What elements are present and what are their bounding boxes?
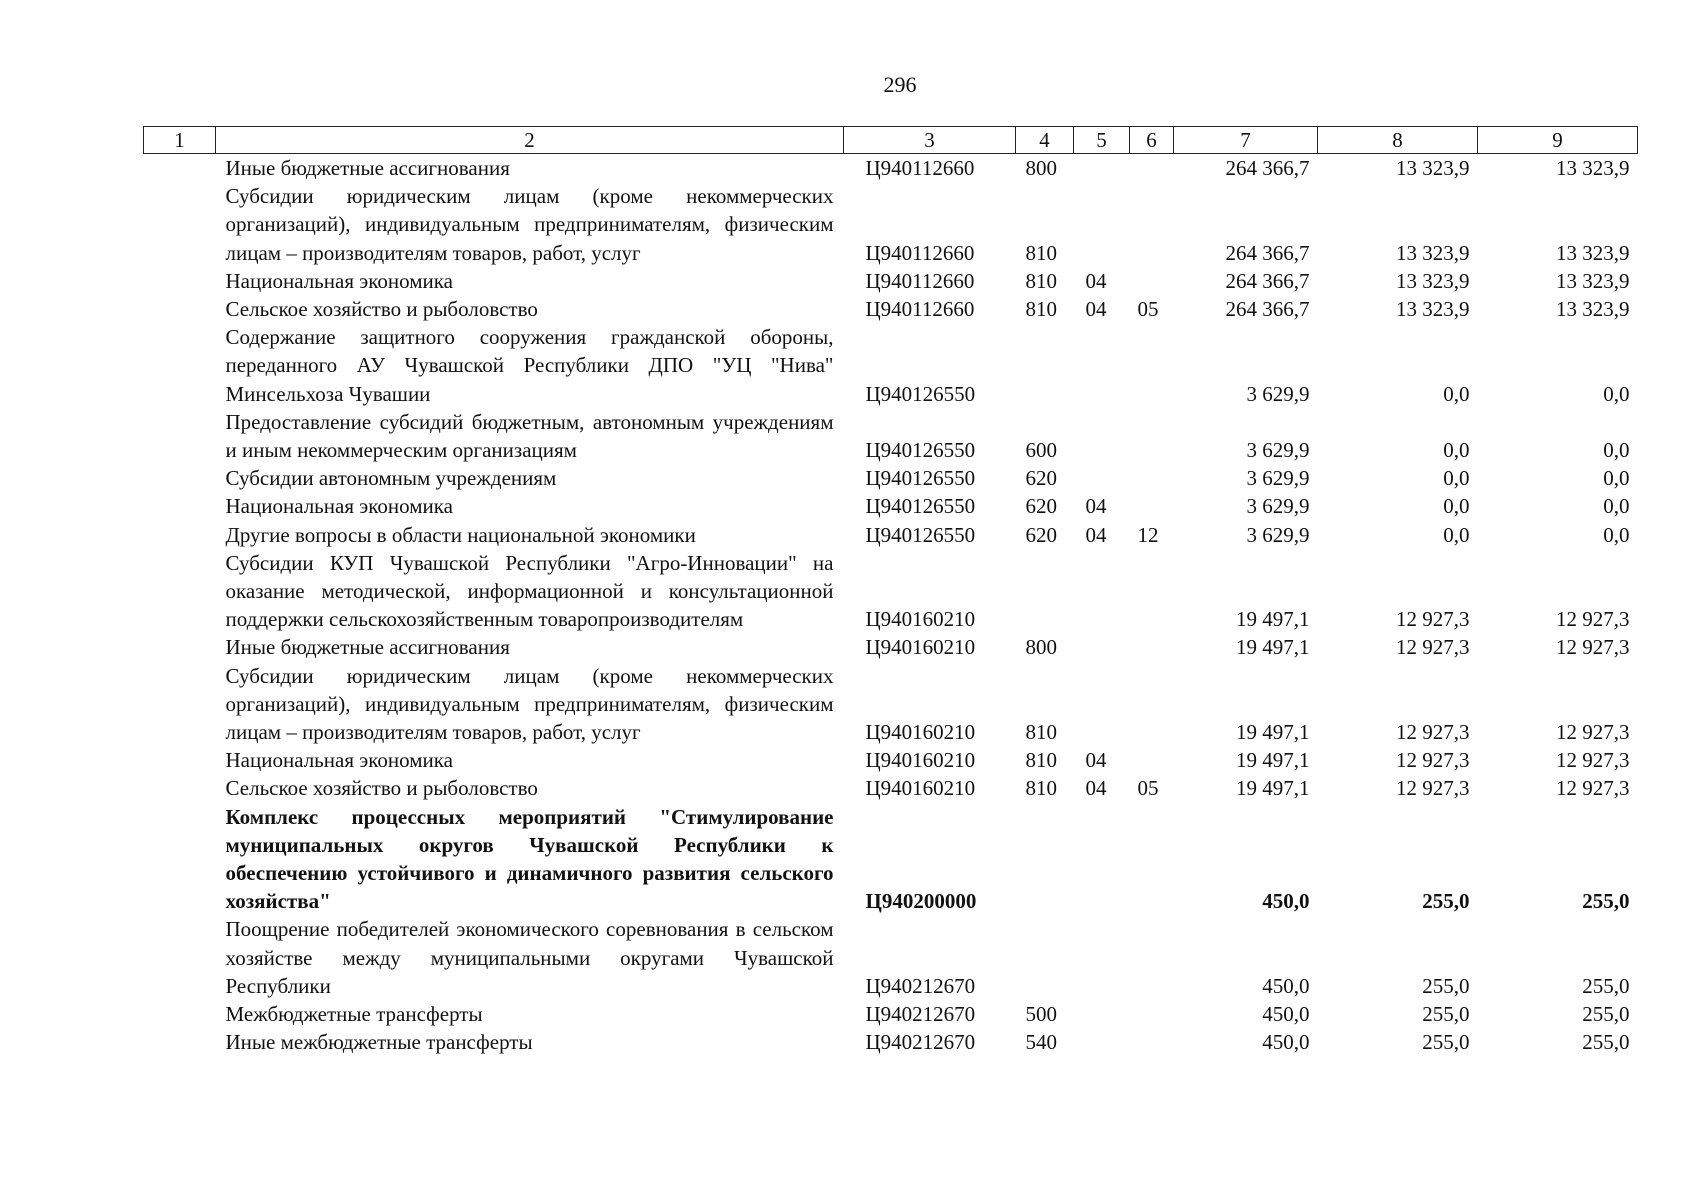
empty-cell (144, 633, 216, 661)
amount-col7-cell: 19 497,1 (1236, 635, 1310, 660)
amount-col9-cell: 0,0 (1603, 466, 1630, 491)
subsection-cell (1130, 1028, 1174, 1056)
expense-type-cell: 800 (1025, 635, 1057, 660)
subsection-cell (1130, 267, 1174, 295)
amount-col8-cell: 255,0 (1422, 889, 1470, 914)
item-name-cell: Комплекс процессных мероприятий "Стимулирование муниципальных округов Чувашской Республики к обеспечению устойчивого и динамичного развития сельского хозяйства" (225, 804, 834, 914)
expense-type-cell: 810 (1025, 776, 1057, 801)
amount-col7-cell: 3 629,9 (1246, 438, 1310, 463)
column-header: 9 (1478, 127, 1638, 154)
target-code-cell: Ц940160210 (865, 720, 976, 745)
expense-type-cell: 620 (1025, 522, 1057, 547)
item-name-cell: Субсидии КУП Чувашской Республики "Агро-Инновации" на оказание методической, информационной и консультационной поддержки сельскохозяйственным товаропроизводителям (225, 550, 834, 632)
subsection-cell (1130, 1000, 1174, 1028)
subsection-cell (1130, 154, 1174, 183)
amount-col7-cell: 450,0 (1262, 1002, 1310, 1027)
target-code-cell: Ц940112660 (865, 240, 975, 265)
item-name-cell: Сельское хозяйство и рыболовство (225, 776, 538, 801)
expense-type-cell (1016, 803, 1074, 916)
target-code-cell: Ц940126550 (865, 494, 976, 519)
budget-table (143, 126, 1638, 1057)
table-row (144, 746, 1638, 774)
amount-col7-cell: 19 497,1 (1236, 720, 1310, 745)
subsection-cell (1130, 662, 1174, 747)
amount-col8-cell: 12 927,3 (1396, 748, 1470, 773)
amount-col9-cell: 12 927,3 (1556, 748, 1630, 773)
empty-cell (144, 774, 216, 802)
item-name-cell: Субсидии юридическим лицам (кроме некоммерческих организаций), индивидуальным предпринимателям, физическим лицам – производителям товаров, работ, услуг (225, 184, 834, 265)
empty-cell (144, 662, 216, 747)
table-row (144, 154, 1638, 183)
table-row (144, 323, 1638, 408)
empty-cell (144, 408, 216, 464)
item-name-cell: Национальная экономика (225, 748, 453, 773)
column-header: 5 (1074, 127, 1130, 154)
amount-col8-cell: 0,0 (1443, 466, 1470, 491)
section-cell: 04 (1085, 748, 1107, 773)
expense-type-cell (1016, 323, 1074, 408)
empty-cell (144, 803, 216, 916)
section-cell (1074, 662, 1130, 747)
section-cell (1074, 915, 1130, 1000)
empty-cell (144, 492, 216, 520)
expense-type-cell: 810 (1025, 748, 1057, 773)
table-row (144, 633, 1638, 661)
expense-type-cell (1016, 549, 1074, 634)
amount-col8-cell: 0,0 (1443, 381, 1470, 406)
amount-col9-cell: 12 927,3 (1556, 635, 1630, 660)
amount-col7-cell: 3 629,9 (1246, 494, 1310, 519)
amount-col9-cell: 255,0 (1582, 889, 1630, 914)
table-body (144, 154, 1638, 1057)
table-row (144, 182, 1638, 267)
item-name-cell: Субсидии юридическим лицам (кроме некоммерческих организаций), индивидуальным предпринимателям, физическим лицам – производителям товаров, работ, услуг (225, 663, 834, 745)
section-cell (1074, 803, 1130, 916)
column-header: 3 (844, 127, 1016, 154)
expense-type-cell: 810 (1025, 240, 1057, 265)
table-row (144, 464, 1638, 492)
empty-cell (144, 915, 216, 1000)
amount-col9-cell: 255,0 (1582, 1002, 1630, 1027)
target-code-cell: Ц940112660 (865, 297, 975, 322)
amount-col8-cell: 255,0 (1422, 1002, 1470, 1027)
amount-col7-cell: 19 497,1 (1236, 776, 1310, 801)
expense-type-cell: 810 (1025, 720, 1057, 745)
subsection-cell (1130, 323, 1174, 408)
section-cell: 04 (1085, 297, 1107, 322)
target-code-cell: Ц940126550 (865, 381, 976, 406)
item-name-cell: Предоставление субсидий бюджетным, автономным учреждениям и иным некоммерческим организациям (225, 409, 834, 463)
target-code-cell: Ц940126550 (865, 466, 976, 491)
amount-col7-cell: 3 629,9 (1246, 381, 1310, 406)
subsection-cell (1130, 746, 1174, 774)
empty-cell (144, 464, 216, 492)
amount-col7-cell: 264 366,7 (1225, 297, 1310, 322)
expense-type-cell: 620 (1025, 466, 1057, 491)
item-name-cell: Национальная экономика (225, 494, 453, 519)
table-row (144, 492, 1638, 520)
section-cell: 04 (1085, 522, 1107, 547)
target-code-cell: Ц940160210 (865, 776, 976, 801)
amount-col8-cell: 12 927,3 (1396, 635, 1470, 660)
section-cell (1074, 549, 1130, 634)
amount-col9-cell: 0,0 (1603, 381, 1630, 406)
empty-cell (144, 267, 216, 295)
target-code-cell: Ц940112660 (865, 156, 975, 180)
expense-type-cell: 800 (1025, 156, 1057, 180)
section-cell: 04 (1085, 268, 1107, 293)
section-cell (1074, 1000, 1130, 1028)
target-code-cell: Ц940126550 (865, 522, 976, 547)
amount-col9-cell: 255,0 (1582, 1030, 1630, 1055)
section-cell (1074, 408, 1130, 464)
table-row (144, 1028, 1638, 1056)
expense-type-cell: 600 (1025, 438, 1057, 463)
section-cell: 04 (1085, 776, 1107, 801)
subsection-cell (1130, 915, 1174, 1000)
amount-col8-cell: 255,0 (1422, 973, 1470, 998)
section-cell: 04 (1085, 494, 1107, 519)
table-header-row (144, 127, 1638, 154)
empty-cell (144, 154, 216, 183)
amount-col8-cell: 13 323,9 (1396, 268, 1470, 293)
amount-col8-cell: 13 323,9 (1396, 156, 1470, 180)
subsection-cell (1130, 633, 1174, 661)
amount-col8-cell: 12 927,3 (1396, 776, 1470, 801)
target-code-cell: Ц940212670 (865, 973, 976, 998)
section-cell (1074, 1028, 1130, 1056)
empty-cell (144, 323, 216, 408)
item-name-cell: Другие вопросы в области национальной экономики (225, 522, 696, 547)
section-cell (1074, 182, 1130, 267)
amount-col7-cell: 450,0 (1262, 889, 1310, 914)
amount-col9-cell: 255,0 (1582, 973, 1630, 998)
item-name-cell: Иные бюджетные ассигнования (225, 635, 510, 660)
subsection-cell: 12 (1137, 522, 1159, 547)
amount-col7-cell: 19 497,1 (1236, 748, 1310, 773)
amount-col8-cell: 12 927,3 (1396, 720, 1470, 745)
amount-col7-cell: 3 629,9 (1246, 522, 1310, 547)
amount-col7-cell: 264 366,7 (1225, 268, 1310, 293)
target-code-cell: Ц940200000 (865, 889, 977, 914)
empty-cell (144, 182, 216, 267)
amount-col9-cell: 12 927,3 (1556, 720, 1630, 745)
table-row (144, 774, 1638, 802)
item-name-cell: Субсидии автономным учреждениям (225, 466, 557, 491)
column-header: 1 (144, 127, 216, 154)
empty-cell (144, 549, 216, 634)
amount-col8-cell: 13 323,9 (1396, 297, 1470, 322)
item-name-cell: Национальная экономика (225, 268, 453, 293)
expense-type-cell (1016, 915, 1074, 1000)
item-name-cell: Межбюджетные трансферты (225, 1002, 483, 1027)
column-header: 7 (1174, 127, 1318, 154)
page-number: 296 (883, 72, 917, 97)
item-name-cell: Поощрение победителей экономического соревнования в сельском хозяйстве между муниципальными округами Чувашской Республики (225, 917, 834, 998)
empty-cell (144, 1000, 216, 1028)
amount-col8-cell: 13 323,9 (1396, 240, 1470, 265)
table-row (144, 408, 1638, 464)
section-cell (1074, 323, 1130, 408)
subsection-cell (1130, 408, 1174, 464)
target-code-cell: Ц940160210 (865, 607, 976, 632)
amount-col8-cell: 12 927,3 (1396, 607, 1470, 632)
expense-type-cell: 620 (1025, 494, 1057, 519)
amount-col9-cell: 12 927,3 (1556, 607, 1630, 632)
target-code-cell: Ц940212670 (865, 1002, 976, 1027)
amount-col9-cell: 13 323,9 (1556, 268, 1630, 293)
table-row (144, 662, 1638, 747)
subsection-cell: 05 (1137, 776, 1159, 801)
section-cell (1074, 154, 1130, 183)
empty-cell (144, 746, 216, 774)
amount-col9-cell: 13 323,9 (1556, 240, 1630, 265)
item-name-cell: Иные бюджетные ассигнования (225, 156, 510, 180)
subsection-cell (1130, 464, 1174, 492)
amount-col7-cell: 450,0 (1262, 973, 1310, 998)
table-row (144, 295, 1638, 323)
subsection-cell (1130, 182, 1174, 267)
expense-type-cell: 500 (1025, 1002, 1057, 1027)
amount-col7-cell: 3 629,9 (1246, 466, 1310, 491)
amount-col7-cell: 450,0 (1262, 1030, 1310, 1055)
section-cell (1074, 633, 1130, 661)
table-row (144, 549, 1638, 634)
target-code-cell: Ц940126550 (865, 438, 976, 463)
column-header: 4 (1016, 127, 1074, 154)
column-header: 2 (216, 127, 844, 154)
amount-col9-cell: 13 323,9 (1556, 156, 1630, 180)
subsection-cell (1130, 492, 1174, 520)
amount-col9-cell: 0,0 (1603, 494, 1630, 519)
amount-col8-cell: 255,0 (1422, 1030, 1470, 1055)
amount-col9-cell: 0,0 (1603, 522, 1630, 547)
amount-col7-cell: 264 366,7 (1225, 240, 1310, 265)
amount-col8-cell: 0,0 (1443, 522, 1470, 547)
amount-col9-cell: 0,0 (1603, 438, 1630, 463)
section-cell (1074, 464, 1130, 492)
item-name-cell: Иные межбюджетные трансферты (225, 1030, 533, 1055)
empty-cell (144, 295, 216, 323)
table-row (144, 267, 1638, 295)
table-row (144, 915, 1638, 1000)
amount-col9-cell: 12 927,3 (1556, 776, 1630, 801)
amount-col8-cell: 0,0 (1443, 494, 1470, 519)
target-code-cell: Ц940212670 (865, 1030, 976, 1055)
subsection-cell (1130, 549, 1174, 634)
item-name-cell: Сельское хозяйство и рыболовство (225, 297, 538, 322)
subsection-cell: 05 (1137, 297, 1159, 322)
amount-col8-cell: 0,0 (1443, 438, 1470, 463)
expense-type-cell: 540 (1025, 1030, 1057, 1055)
column-header: 8 (1318, 127, 1478, 154)
target-code-cell: Ц940160210 (865, 635, 976, 660)
expense-type-cell: 810 (1025, 297, 1057, 322)
amount-col7-cell: 19 497,1 (1236, 607, 1310, 632)
target-code-cell: Ц940112660 (865, 268, 975, 293)
empty-cell (144, 1028, 216, 1056)
amount-col9-cell: 13 323,9 (1556, 297, 1630, 322)
table-row (144, 521, 1638, 549)
column-header: 6 (1130, 127, 1174, 154)
table-row (144, 803, 1638, 916)
subsection-cell (1130, 803, 1174, 916)
item-name-cell: Содержание защитного сооружения гражданской обороны, переданного АУ Чувашской Республики ДПО "УЦ "Нива" Минсельхоза Чувашии (225, 325, 834, 406)
target-code-cell: Ц940160210 (865, 748, 976, 773)
empty-cell (144, 521, 216, 549)
amount-col7-cell: 264 366,7 (1225, 156, 1310, 180)
expense-type-cell: 810 (1025, 268, 1057, 293)
table-row (144, 1000, 1638, 1028)
